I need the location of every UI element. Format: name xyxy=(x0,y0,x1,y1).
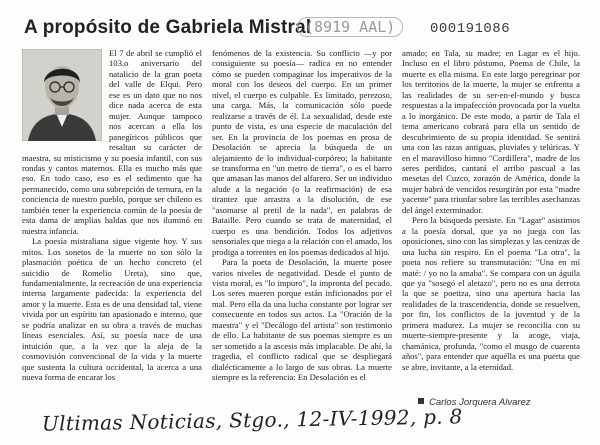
col2-paragraph-2: Para la poeta de Desolación, la muerte posee varios niveles de negatividad. Desde el punto de vista moral, es "lo impuro", la impronta del pecado. Los seres mueren porque están inficionados por el mal. Pero ella da una lucha constante por lograr ser consecuente en todos sus actos. La "Oración de la maestra" y el "Decálogo del artista" son testimonio de ello. La habitante de sus poemas siempre es un ser sometido a la ascesis más implacable. De ahí, la tragedia, el conflicto radical que se despliegará dialécticamente a lo largo de sus obras. La muerte siempre es la referencia: En Desolación es el xyxy=(212,257,392,383)
article-column-3 xyxy=(402,48,580,372)
archive-code-stamp: (8919 AAL) xyxy=(297,17,403,37)
article-column-1 xyxy=(22,48,202,383)
col3-paragraph-2: Pero la búsqueda persiste. En "Lagar" asistimos a la poesía dorsal, que ya no juega con las oposiciones, sino con las simplezas y las cenizas de una lucha sin respiro. En el poema "La otra", la poeta nos refiere su transmutación: "Una en mí maté: / yo no la amaba". Se compara con un águila que ya "sosegó el aletazo", pero no es una derrota la que se poetiza, sino una apertura hacia las realidades de la trascendencia, donde se resuelven, por fin, los conflictos de la juventud y de la primera madurez. La mujer se reconcilia con su muerte-siempre-presente y la acoge, viaja, chamánica, profunda, "como el musgo de cuarenta años", para entender que aquélla es una puerta que se abre, invitante, a la eternidad. xyxy=(402,215,580,372)
col3-paragraph-1: amado; en Tala, su madre; en Lagar es el hijo. Incluso en el libro póstumo, Poema de Chile, la muerte es ella misma. En este largo peregrinar por los territorios de la muerte, la mujer se enfrenta a las realidades de su ser-en-el-mundo y busca respuestas a la impafección provocada por la vuelta a lo inorgánico. De este modo, a partir de Tala el tema americano cobrará para ella un sentido de descubrimiento de su propia identidad. Se sentirá una con las razas antiguas, pluviales y telúricas. Y en el maravilloso himno "Cordillera", madre de los seres perdidos, cantará el arribo pascual a las mesetas del Cuzco, zorazón de América, donde la mujer habrá de vencidos resurgirán por esta "madre yacente" para triunfar sobre las terribles asechanzas del ángel exterminador. xyxy=(402,48,580,215)
author-photo xyxy=(22,49,102,141)
byline-bullet-icon xyxy=(418,398,424,404)
archive-number: 000191086 xyxy=(430,21,511,37)
col1-paragraph-2: La poesía mistraliana sigue vigente hoy. Y sus mitos. Los sonetos de la muerte no son sólo la plasmación poética de un hecho concreto (el suicidio de Romelio Ureta), sino que, fundamentalmente, la recreación de una experiencia interna largamente padecida: la experiencia del amor y la muerte. Esta es de una densidad tal, viene vivida por un espíritu tan apasionado e intenso, que se podría analizar en su obra a través de muchas líneas esenciales. Así, su poesía nace de una intuición que, a la vez que la aleja de la cosmovisión convencional de la vida y la muerte que sustenta la cultura occidental, la acerca a una nueva forma de encarar los xyxy=(22,236,202,383)
handwritten-source-note: Ultimas Noticias, Stgo., 12-IV-1992, p. 8 xyxy=(41,404,463,436)
byline-author: Carlos Jorquera Alvarez xyxy=(429,397,531,408)
col1-paragraph-1: El 7 de abril se cumplió el 103.o aniversario del natalicio de la gran poeta del valle de Elqui. Pero ese es un dato que no nos dice nada acerca de esta mujer. Aunque tampoco nos acercan a ella los panegíricos públicos que resaltan su carácter de maestra, su misticismo y su poesía infantil, con sus rondas y cantos maternos. Ella es mucho más que eso. En todo caso, eso es el sedimento que ha permanecido, como una subrepción de ternura, en la conciencia de nuestro pueblo, porque ser chileno es también tener la experiencia común de la poesía de esta dama de amplias haldas que nos iluminó en nuestra infancia. xyxy=(22,48,202,236)
col2-paragraph-1: fenómenos de la existencia. Su conflicto —y por consiguiente su poesía— radica en no entender cómo se pueden compaginar los imperativos de la moral con los deseos del cuerpo. En un primer nivel, el cuerpo es culpable. Es limitado, perezoso, una carga. Más, la comunicación sólo puede realizarse a través de él. La sexualidad, desde este punto de vista, es una especie de maculación del ser. En la provincia de los poemas en prosa de Desolación se aprecia la búsqueda de un alejamiento de lo individual-corpóreo; la habitante se transforma en "un metro de tierra", o es el barro que amasan las manos del alfarero. Ser un individuo alude a la negación (o la reafirmación) de esa tirantez que arrastra a la disolución, de ese "asomarse al pretil de la nada", en palabras de Bataille. Pero cuando se trata de maternidad, el cuerpo es una bendición. Todos los adjetivos sensoriales que niega a la relación con el amado, los prodiga a torrentes en los poemas dedicados al hijo. xyxy=(212,48,392,257)
article-title: A propósito de Gabriela Mistral xyxy=(24,17,312,38)
article-column-2 xyxy=(212,48,392,383)
